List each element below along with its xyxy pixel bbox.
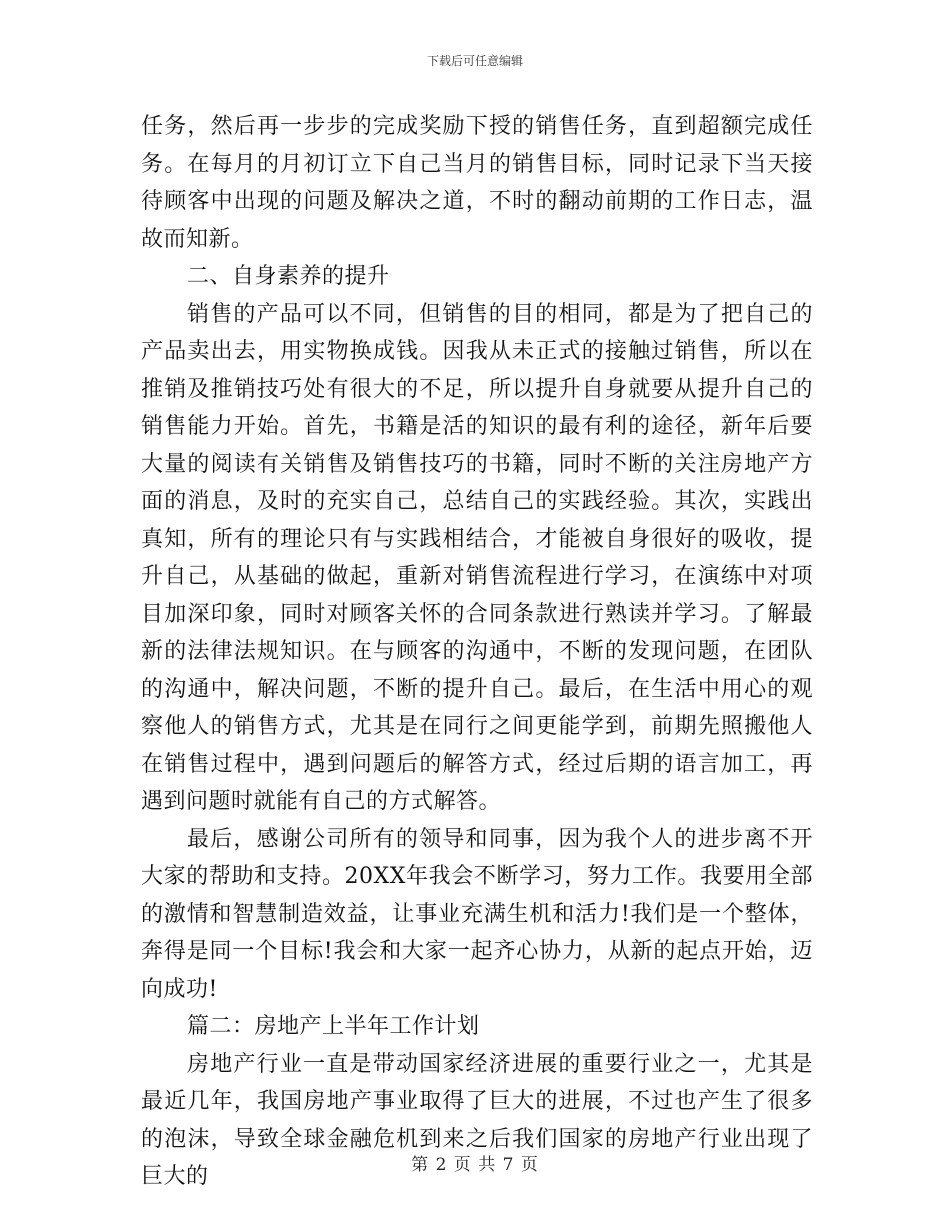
document-body [141,108,813,1196]
paragraph-self-improvement: 销售的产品可以不同，但销售的目的相同，都是为了把自己的产品卖出去，用实物换成钱。因我从未正式的接触过销售，所以在推销及推销技巧处有很大的不足，所以提升自身就要从提升自己的销售能力开始。首先，书籍是活的知识的最有利的途径，新年后要大量的阅读有关销售及销售技巧的书籍，同时不断的关注房地产方面的消息，及时的充实自己，总结自己的实践经验。其次，实践出真知，所有的理论只有与实践相结合，才能被自身很好的吸收，提升自己，从基础的做起，重新对销售流程进行学习，在演练中对项目加深印象，同时对顾客关怀的合同条款进行熟读并学习。了解最新的法律法规知识。在与顾客的沟通中，不断的发现问题，在团队的沟通中，解决问题，不断的提升自己。最后，在生活中用心的观察他人的销售方式，尤其是在同行之间更能学到，前期先照搬他人在销售过程中，遇到问题后的解答方式，经过后期的语言加工，再遇到问题时就能有自己的方式解答。 [141,301,813,814]
section-heading-part-two: 篇二：房地产上半年工作计划 [187,1014,480,1039]
section-heading-self-improvement: 二、自身素养的提升 [187,264,390,289]
page-header-note: 下载后可任意编辑 [426,54,523,68]
paragraph-real-estate-intro: 房地产行业一直是带动国家经济进展的重要行业之一，尤其是最近几年，我国房地产事业取得了巨大的进展，不过也产生了很多的泡沫，导致全球金融危机到来之后我们国家的房地产行业出现了巨大的 [141,1051,813,1189]
paragraph-task-continuation: 任务，然后再一步步的完成奖励下授的销售任务，直到超额完成任务。在每月的月初订立下自己当月的销售目标，同时记录下当天接待顾客中出现的问题及解决之道，不时的翻动前期的工作日志，温故而知新。 [141,114,813,252]
page-number: 第 2 页 共 7 页 [411,1155,539,1175]
paragraph-closing-thanks: 最后，感谢公司所有的领导和同事，因为我个人的进步离不开大家的帮助和支持。20XX年我会不断学习，努力工作。我要用全部的激情和智慧制造效益，让事业充满生机和活力!我们是一个整体，奔得是同一个目标!我会和大家一起齐心协力，从新的起点开始，迈向成功! [141,826,813,1002]
